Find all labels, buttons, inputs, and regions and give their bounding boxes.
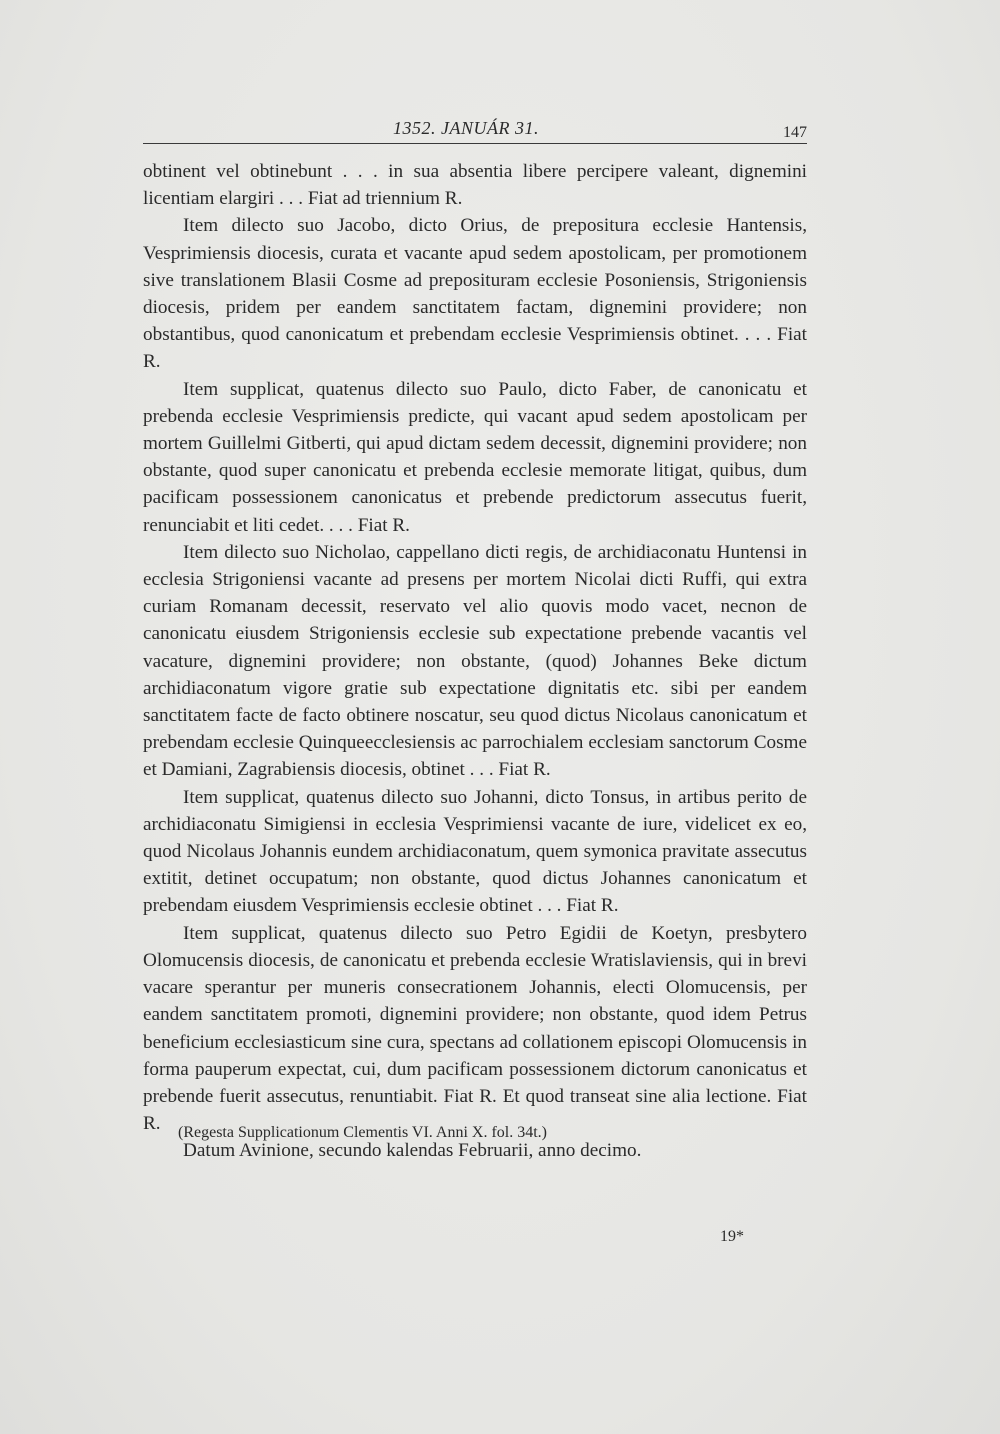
paragraph-continuation: obtinent vel obtinebunt . . . in sua absentia libere percipere valeant, dignemini licentiam elargiri . . . Fiat ad triennium R.: [143, 161, 807, 210]
paragraph-jacobo: Item dilecto suo Jacobo, dicto Orius, de prepositura ecclesie Hantensis, Vesprimiensis diocesis, curata et vacante apud sedem apostolicam, per promotionem sive translationem Blasii Cosme ad preposituram ecclesie Posoniensis, Strigoniensis diocesis, pridem per eandem sanctitatem factam, dignemini providere; non obstantibus, quod canonicatum et prebendam ecclesie Vesprimiensis obtinet. . . . Fiat R.: [143, 215, 807, 373]
paragraph-datum: Datum Avinione, secundo kalendas Februarii, anno decimo.: [183, 1140, 642, 1162]
body-text: [143, 158, 807, 1165]
running-head: 1352. JANUÁR 31.: [393, 118, 539, 138]
page-number: 147: [783, 124, 807, 141]
signature-mark: 19*: [720, 1228, 744, 1245]
paragraph-paulo: Item supplicat, quatenus dilecto suo Paulo, dicto Faber, de canonicatu et prebenda ecclesie Vesprimiensis predicte, qui vacant apud sedem apostolicam per mortem Guillelmi Gitberti, qui apud dictam sedem decessit, dignemini providere; non obstante, quod super canonicatu et prebenda ecclesie memorate litigat, quibus, dum pacificam possessionem canonicatus et prebende predictorum assecutus fuerit, renunciabit et liti cedet. . . . Fiat R.: [143, 378, 807, 536]
source-citation: (Regesta Supplicationum Clementis VI. Anni X. fol. 34t.): [178, 1124, 547, 1141]
page-header: [143, 112, 807, 146]
paragraph-petro: Item supplicat, quatenus dilecto suo Petro Egidii de Koetyn, presbytero Olomucensis diocesis, de canonicatu et prebenda ecclesie Wratislaviensis, qui in brevi vacare sperantur per muneris consecrationem Johannis, electi Olomucensis, per eandem sanctitatem promoti, dignemini providere; non obstante, quod idem Petrus beneficium ecclesiasticum sine cura, spectans ad collationem episcopi Olomucensis in forma pauperum expectat, cui, dum pacificam possessionem dictorum canonicatus et prebende fuerit assecutus, renuntiabit. Fiat R. Et quod transeat sine alia lectione. Fiat R.: [143, 922, 807, 1135]
paragraph-nicholao: Item dilecto suo Nicholao, cappellano dicti regis, de archidiaconatu Huntensi in ecclesia Strigoniensi vacante ad presens per mortem Nicolai dicti Ruffi, qui extra curiam Romanam decessit, reservato vel alio quovis modo vacet, necnon de canonicatu eiusdem Strigoniensis ecclesie sub expectatione prebende vacantis vel vacature, dignemini providere; non obstante, (quod) Johannes Beke dictum archidiaconatum vigore gratie sub expectatione dignitatis etc. sibi per eandem sanctitatem facte de facto obtinere noscatur, seu quod dictus Nicolaus canonicatum et prebendam ecclesie Quinqueecclesiensis ac parrochialem ecclesiam sanctorum Cosme et Damiani, Zagrabiensis diocesis, obtinet . . . Fiat R.: [143, 541, 807, 781]
paragraph-johanni: Item supplicat, quatenus dilecto suo Johanni, dicto Tonsus, in artibus perito de archidiaconatu Simigiensi in ecclesia Vesprimiensi vacante de iure, videlicet ex eo, quod Nicolaus Johannis eundem archidiaconatum, quem symonica pravitate assecutus extitit, detinet occupatum; non obstante, quod dictus Johannes canonicatum et prebendam eiusdem Vesprimiensis ecclesie obtinet . . . Fiat R.: [143, 786, 807, 917]
header-rule: [143, 143, 807, 144]
